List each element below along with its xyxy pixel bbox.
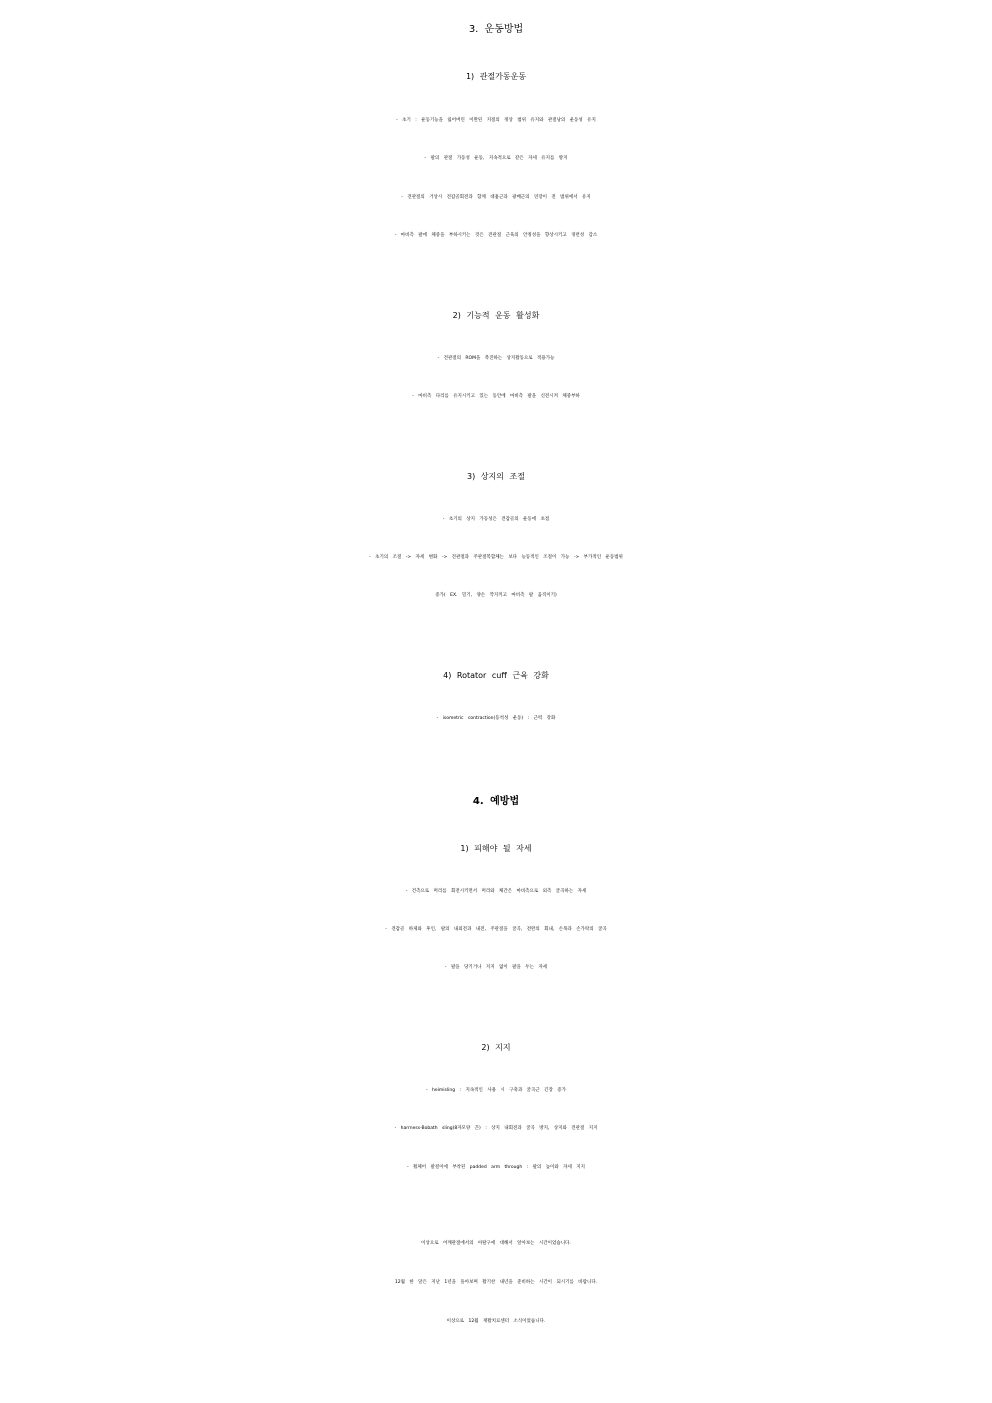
closing-line: 이상으로 12월 재활치료센터 소식이었습니다. <box>446 1319 546 1324</box>
closing-line: 12월 한 달은 지난 1년을 돌아보며 활기찬 내년을 준비하는 시간이 되시기를 바랍니다. <box>394 1280 598 1285</box>
section-4-1-item: - 팔을 당기거나 지지 없이 팔을 두는 자세 <box>444 965 548 970</box>
section-3-2-item: - 마비측 다리를 유지시키고 있는 동안에 마비측 팔을 신전시켜 체중부하 <box>412 394 580 399</box>
section-3-4-title: 4) Rotator cuff 근육 강화 <box>443 671 549 680</box>
section-3-1-item: - 초기 : 운동기능을 잃어버린 이완된 지절의 정상 범위 유지와 관절낭의 운동성 유지 <box>396 118 596 123</box>
closing-line: 이상으로 어깨관절에서의 아탈구에 대해서 알아보는 시간이었습니다. <box>421 1241 571 1246</box>
section-4-1-item: - 건측으로 머리를 회전시키면서 머리와 체간은 마비측으로 외측 굴곡하는 자세 <box>405 889 587 894</box>
section-4-2-title: 2) 지지 <box>481 1043 511 1052</box>
section-4-1-title: 1) 피해야 될 자세 <box>460 844 532 853</box>
section-4-2-item: - 휠체어 팔걸이에 부착된 padded arm through : 팔의 높이와 자세 지지 <box>406 1165 585 1170</box>
section-3-title: 3. 운동방법 <box>468 24 524 35</box>
section-3-1-item: - 마비측 팔에 체중을 부하시키는 것은 견관절 근육의 안정성을 향상시키고 경련성 감소 <box>394 233 598 238</box>
section-3-1-item: - 팔의 관절 가동성 운동, 지속적으로 같은 자세 유지를 방지 <box>424 156 568 161</box>
section-3-3-title: 3) 상지의 조절 <box>467 472 525 481</box>
section-3-2-item: - 견관절의 ROM을 촉진하는 상지활동으로 적용가능 <box>437 356 555 361</box>
section-4-2-item: - harrness-Bobath sling(8자모양 끈) : 상지 내회전과 굴곡 방지, 상지와 견관절 지지 <box>394 1126 598 1131</box>
section-4-title: 4. 예방법 <box>472 796 520 807</box>
section-3-1-title: 1) 관절가동운동 <box>465 72 527 81</box>
section-3-3-item: - 초기의 조절 -> 자세 변화 -> 견관절과 주관절복합체는 보다 능동적인 조절이 가능 -> 부가적인 운동범위 <box>369 555 623 560</box>
section-3-1-item: - 견관절의 거상시 견갑골회전과 함께 대흉근과 광배근의 연장이 전 범위에서 유지 <box>401 195 591 200</box>
section-4-1-item: - 견갑골 하제와 후인, 팔의 내외전과 내전, 주관절을 굴곡, 전완의 회내, 손목과 손가락의 굴곡 <box>385 927 607 932</box>
section-4-2-item: - heimisling : 지속적인 사용 시 구축과 굴곡근 긴장 증가 <box>426 1088 566 1093</box>
section-3-4-item: - isometric contraction(등척성 운동) : 근력 강화 <box>436 716 556 721</box>
section-3-3-item: - 초기의 상지 가동성은 견갑골의 운동에 초점 <box>442 517 550 522</box>
section-3-3-item: 증가( EX. 밀기, 양손 깍지끼고 마비측 팔 움직이기) <box>435 593 557 598</box>
section-3-2-title: 2) 기능적 운동 활성화 <box>452 311 540 320</box>
